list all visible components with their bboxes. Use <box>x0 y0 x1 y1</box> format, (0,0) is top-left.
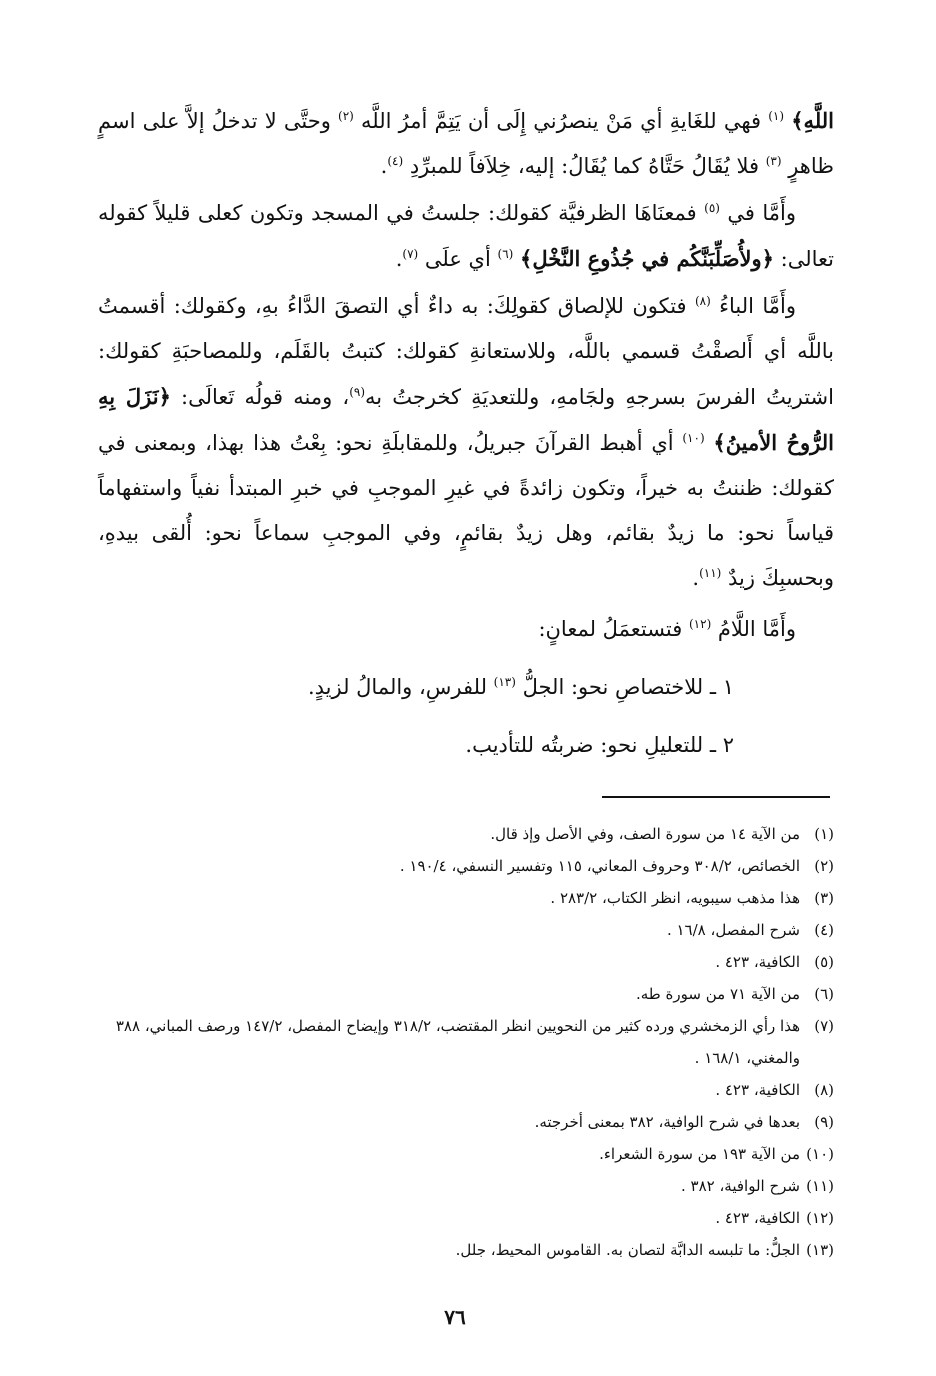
footnote-number: (٨) <box>814 1081 834 1099</box>
paragraph-text: وأَمَّا الباءُ <box>710 294 796 318</box>
paragraph-text: فلا يُقَالُ حَتَّاهُ كما يُقَالُ: إليه، خِلاَفاً للمبرِّدِ <box>403 154 766 178</box>
list-item-text: ١ ـ للاختصاصِ نحو: الجلُّ <box>515 675 734 699</box>
footnote-text: شرح المفصل، ١٦/٨ . <box>666 921 800 939</box>
footnote-text: بعدها في شرح الوافية، ٣٨٢ بمعنى أخرجته. <box>534 1113 800 1131</box>
footnote-text: شرح الوافية، ٣٨٢ . <box>680 1177 800 1195</box>
footnote-ref-6[interactable]: (٦) <box>497 247 514 261</box>
footnote-ref-1[interactable]: (١) <box>768 109 785 123</box>
footnote-ref-9[interactable]: (٩) <box>349 385 366 399</box>
quran-verse-end: اللَّهِ﴾ <box>791 108 834 133</box>
footnote-number: (١) <box>814 825 834 843</box>
paragraph-text: وأَمَّا في <box>719 201 797 225</box>
paragraph-text: أي علَى <box>418 247 498 271</box>
footnote-number: (٤) <box>814 921 834 939</box>
footnote-text: الخصائص، ٣٠٨/٢ وحروف المعاني، ١١٥ وتفسير النسفي، ١٩٠/٤ . <box>399 857 800 875</box>
footnote-6 <box>94 978 834 1010</box>
paragraph-text: ، ومنه قولُه تَعالَى: <box>170 385 350 409</box>
footnote-9 <box>94 1106 834 1138</box>
footnote-number: (٣) <box>814 889 834 907</box>
footnote-8 <box>94 1074 834 1106</box>
footnote-ref-7[interactable]: (٧) <box>402 247 419 261</box>
footnote-12 <box>94 1202 834 1234</box>
footnote-text: من الآية ١٤ من سورة الصف، وفي الأصل وإذ قال. <box>490 825 800 843</box>
footnote-text: الكافية، ٤٢٣ . <box>715 1081 800 1099</box>
footnote-number: (٥) <box>814 953 834 971</box>
footnote-5 <box>94 946 834 978</box>
footnote-number: (٧) <box>814 1017 834 1035</box>
paragraph-text: فهي للغَايةِ أي مَنْ ينصرُني إِلَى أن يَتِمَّ أمرُ اللَّه <box>353 109 769 133</box>
footnote-number: (١٣) <box>806 1241 834 1259</box>
paragraph-text: فتكون للإلصاق كقولِكَ: به داءٌ أي التصقَ الدَّاءُ بهِ، وكقولك: أقسمتُ باللَّه أي أَلصقْتُ قسمي باللَّه، وللاستعانةِ كقولك: كتبتُ بالقَلَم، وللمصاحبَةِ كقولك: اشتريتُ الفرسَ بسرجهِ ولجَامهِ، وللتعديَةِ كخرجتُ به <box>98 294 834 409</box>
paragraph-text: . <box>692 566 700 590</box>
paragraph-fi <box>98 191 834 282</box>
footnote-text: الجلُّ: ما تلبسه الدابَّة لتصان به. القاموس المحيط، جلل. <box>455 1241 800 1259</box>
quran-verse: ﴿ولأُصَلِّبَنَّكُم في جُذُوعِ النَّخْلِ﴾ <box>520 246 774 271</box>
footnote-text: الكافية، ٤٢٣ . <box>715 953 800 971</box>
footnote-ref-13[interactable]: (١٣) <box>493 675 516 689</box>
footnote-3 <box>94 882 834 914</box>
paragraph-text: أي أهبط القرآنَ جبريلُ، وللمقابلَةِ نحو: بِعْتُ هذا بهذا، وبمعنى في كقولك: ظننتُ به خيراً، وتكون زائدةً في غيرِ الموجبِ في خبرِ المبتدأ نفياً واستفهاماً قياساً نحو: ما زيدٌ بقائم، وهل زيدٌ بقائمٍ، وفي الموجبِ سماعاً نحو: أُلقى بيدهِ، وبحسبِكَ زيدٌ <box>98 431 834 590</box>
footnote-ref-5[interactable]: (٥) <box>704 201 720 215</box>
footnote-ref-12[interactable]: (١٢) <box>688 617 712 631</box>
footnote-number: (٢) <box>814 857 834 875</box>
footnote-ref-4[interactable]: (٤) <box>387 154 404 168</box>
footnote-number: (١٠) <box>806 1145 834 1163</box>
paragraph-text: فتستعمَلُ لمعانٍ: <box>538 617 689 641</box>
paragraph-text: وحتَّى لا تدخلُ إلاَّ على اسمٍ ظاهرٍ <box>98 109 834 178</box>
footnote-number: (٦) <box>814 985 834 1003</box>
footnote-10 <box>94 1138 834 1170</box>
paragraph-text: . <box>380 154 388 178</box>
footnote-ref-2[interactable]: (٢) <box>338 109 354 123</box>
footnote-text: من الآية ٧١ من سورة طه. <box>636 985 800 1003</box>
footnote-text: من الآية ١٩٣ من سورة الشعراء. <box>599 1145 800 1163</box>
paragraph-text: . <box>395 247 403 271</box>
footnote-text: هذا رأي الزمخشري ورده كثير من النحويين انظر المقتضب، ٣١٨/٢ وإيضاح المفصل، ١٤٧/٢ ورصف المباني، ٣٨٨ والمغني، ١٦٨/١ . <box>115 1017 800 1067</box>
footnote-11 <box>94 1170 834 1202</box>
paragraph-lam <box>98 605 834 653</box>
footnote-ref-10[interactable]: (١٠) <box>682 431 705 445</box>
footnote-number: (٩) <box>814 1113 834 1131</box>
footnote-1 <box>94 818 834 850</box>
footnote-13 <box>94 1234 834 1266</box>
paragraph-ba <box>98 284 834 601</box>
list-item-1 <box>98 663 834 711</box>
footnote-ref-3[interactable]: (٣) <box>765 154 782 168</box>
footnote-number: (١٢) <box>806 1209 834 1227</box>
footnote-divider <box>602 796 830 798</box>
list-item-text: للفرسِ، والمالُ لزيدٍ. <box>307 675 494 699</box>
footnote-4 <box>94 914 834 946</box>
footnote-ref-8[interactable]: (٨) <box>694 294 711 308</box>
footnote-ref-11[interactable]: (١١) <box>699 566 722 580</box>
footnote-text: هذا مذهب سيبويه، انظر الكتاب، ٢٨٣/٢ . <box>550 889 800 907</box>
page-number: ٧٦ <box>444 1305 466 1329</box>
footnotes <box>94 818 834 1266</box>
list-item-text: ٢ ـ للتعليلِ نحو: ضربتُه للتأديب. <box>465 733 734 757</box>
footnote-text: الكافية، ٤٢٣ . <box>715 1209 800 1227</box>
quran-verse: ﴿نَزَلَ بِهِ الرُّوحُ الأمينُ﴾ <box>98 384 834 455</box>
footnote-7 <box>94 1010 834 1074</box>
list-item-2 <box>98 721 834 769</box>
footnote-number: (١١) <box>806 1177 834 1195</box>
paragraph-text: فمعنَاهَا الظرفيَّة كقولك: جلستُ في المسجد وتكون كعلى قليلاً كقوله تعالى: <box>98 201 834 271</box>
main-text <box>98 98 834 769</box>
paragraph-hatta <box>98 98 834 189</box>
paragraph-text: وأَمَّا اللَّامُ <box>711 617 796 641</box>
footnote-2 <box>94 850 834 882</box>
